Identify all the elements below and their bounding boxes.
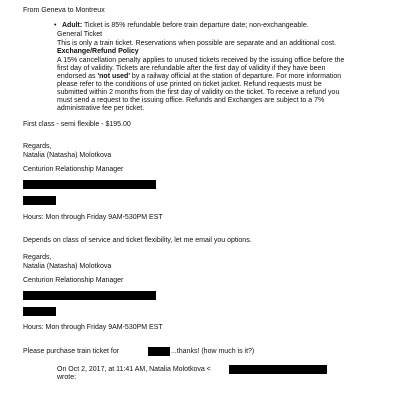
- redaction-bar: [229, 365, 327, 374]
- general-ticket: General Ticket: [57, 31, 103, 38]
- sender-title-1: Centurion Relationship Manager: [23, 166, 124, 173]
- regards-2: Regards,: [23, 254, 52, 261]
- regards-1: Regards,: [23, 143, 52, 150]
- sender-title-2: Centurion Relationship Manager: [23, 277, 124, 284]
- adult-text: Ticket is 85% refundable before train departure date; non-exchangeable.: [82, 22, 309, 29]
- redaction-bar: [23, 307, 56, 316]
- policy-not-used: 'not used': [97, 73, 130, 80]
- policy-heading: Exchange/Refund Policy: [57, 48, 139, 55]
- depends-note: Depends on class of service and ticket flexibility, let me email you options.: [23, 237, 252, 244]
- policy-part1: A 15% cancellation penalty applies to unused tickets received by the issuing office before the first day of validity. Tickets are refundable after the first day of validity if they have been endorsed as: [57, 57, 345, 80]
- purchase-request-end: ...thanks! (how much is it?): [171, 348, 255, 355]
- bullet-icon: •: [54, 22, 57, 29]
- hours-2: Hours: Mon through Friday 9AM-530PM EST: [23, 324, 163, 331]
- purchase-request-start: Please purchase train ticket for: [23, 348, 120, 355]
- adult-line: [62, 22, 309, 30]
- redaction-bar: [23, 180, 156, 189]
- quote-header: On Oct 2, 2017, at 11:41 AM, Natalia Molotkova <: [57, 366, 211, 373]
- redaction-bar: [23, 291, 156, 300]
- redaction-bar: [148, 347, 170, 356]
- policy-text: [57, 57, 347, 113]
- redaction-bar: [23, 196, 56, 205]
- policy-part2: by a railway official at the station of departure. For more information please refer to the conditions of use printed on ticket jacket. Refund requests must be submitted within 2 months from the first day of validity on the ticket. To receive a refund you must send a request to the issuing office. Refunds and Exchanges are subject to a 7% administrative fee per ticket.: [57, 73, 342, 112]
- first-class-price: First class - semi flexible - $195.00: [23, 121, 131, 128]
- sender-name-2: Natalia (Natasha) Molotkova: [23, 263, 112, 270]
- train-only-note: This is only a train ticket. Reservations when possible are separate and an additional cost.: [57, 40, 336, 47]
- quote-wrote: wrote:: [57, 374, 77, 381]
- hours-1: Hours: Mon through Friday 9AM-530PM EST: [23, 214, 163, 221]
- adult-label: Adult:: [62, 22, 83, 29]
- sender-name-1: Natalia (Natasha) Molotkova: [23, 152, 112, 159]
- route-line: From Geneva to Montreux: [23, 7, 105, 14]
